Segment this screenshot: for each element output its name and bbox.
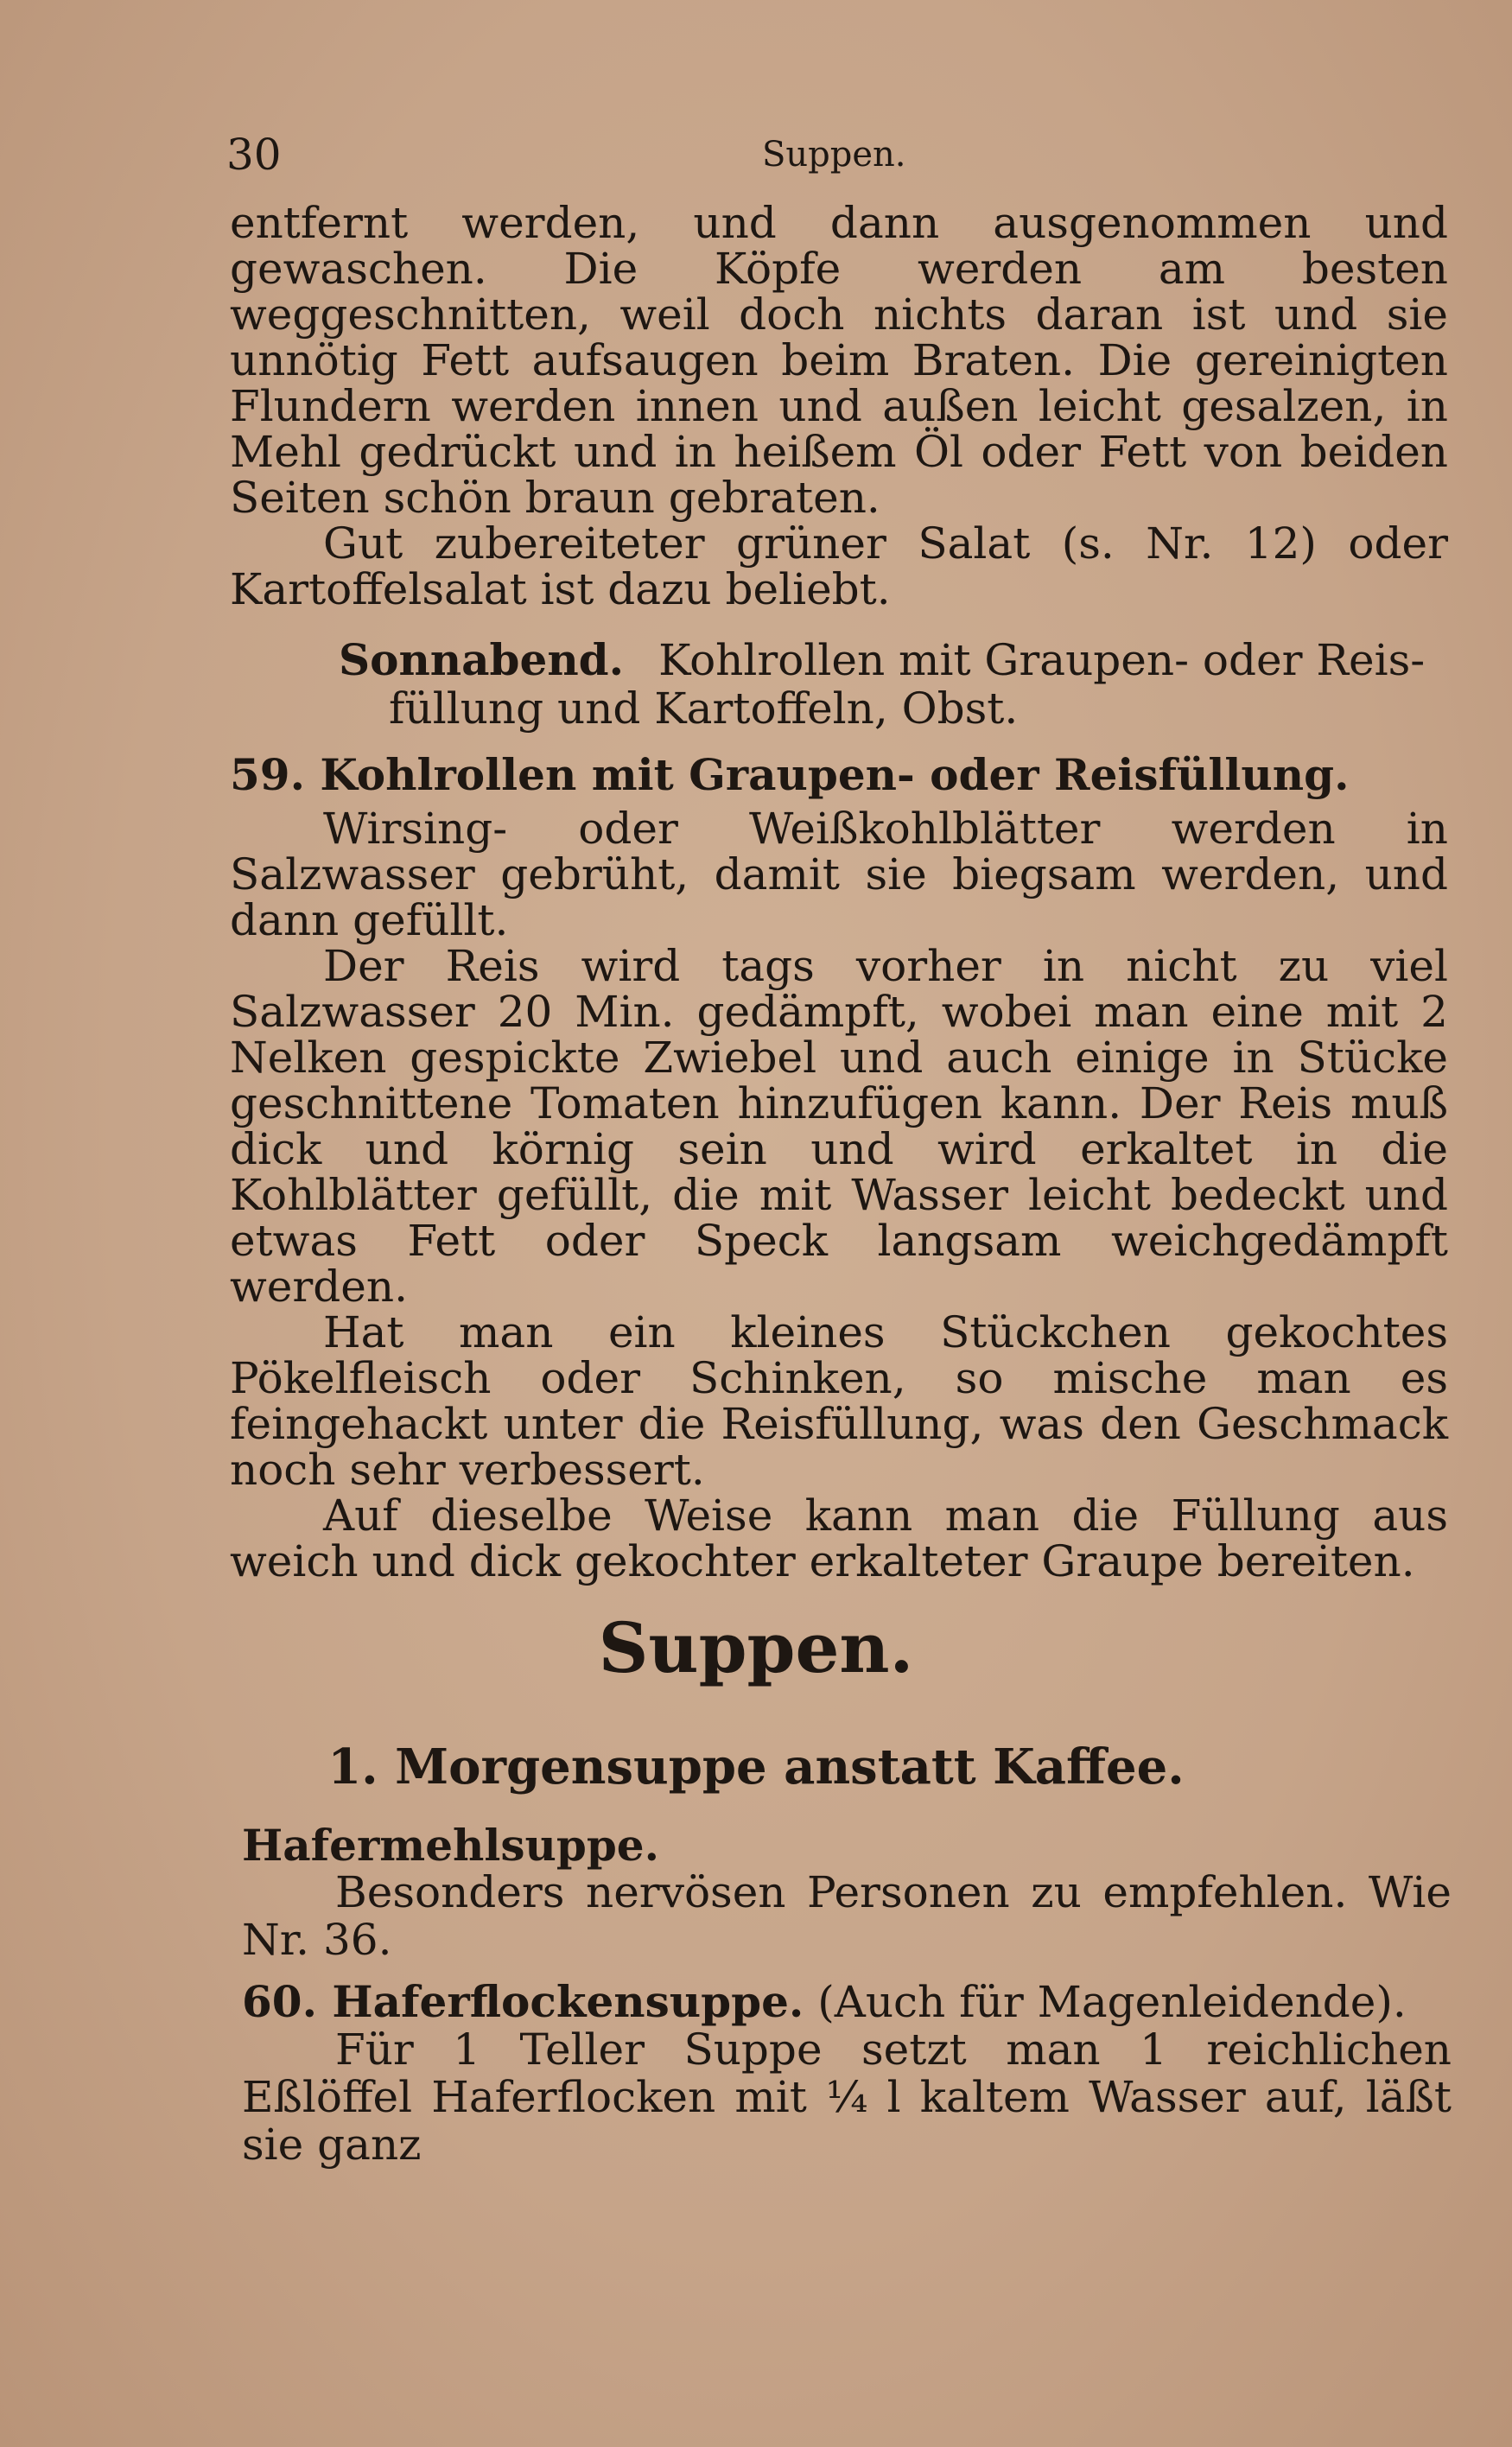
recipe-paragraph: Besonders nervösen Personen zu empfehlen. Wie Nr. 36.: [242, 1867, 1452, 1965]
recipe-heading-line: [242, 1978, 1452, 2026]
day-menu-entry: [339, 636, 1453, 733]
recipe-title: 60. Haferflockensuppe.: [242, 1976, 804, 2027]
section-title: Suppen.: [598, 1607, 914, 1688]
page-number: 30: [226, 130, 282, 180]
recipe-paragraph: Hat man ein kleines Stückchen gekochtes Pökelfleisch oder Schinken, so mische man es feingehackt unter die Reisfüllung, was den Geschmack noch sehr verbessert.: [230, 1307, 1448, 1495]
recipe-paragraph: Für 1 Teller Suppe setzt man 1 reichlichen Eßlöffel Haferflocken mit ¼ l kaltem Wasser auf, läßt sie ganz: [242, 2024, 1452, 2170]
recipe-title: Hafermehlsuppe.: [242, 1820, 660, 1871]
day-menu-line: füllung und Kartoffeln, Obst.: [389, 683, 1019, 734]
running-head: Suppen.: [762, 135, 906, 175]
recipe-paragraph: Wirsing- oder Weißkohlblätter werden in Salzwasser gebrüht, damit sie biegsam werden, und dann gefüllt.: [230, 804, 1448, 945]
section-subheading: 1. Morgensuppe anstatt Kaffee.: [327, 1738, 1185, 1796]
recipe-note: (Auch für Magenleidende).: [817, 1977, 1407, 2027]
day-menu-text: Kohlrollen mit Graupen- oder Reis-: [658, 635, 1426, 685]
intro-paragraph: entfernt werden, und dann ausgenommen und gewaschen. Die Köpfe werden am besten weggeschnitten, weil doch nichts daran ist und sie unnötig Fett aufsaugen beim Braten. Die gereinigten Flundern werden innen und außen leicht gesalzen, in Mehl gedrückt und in heißem Öl oder Fett von beiden Seiten schön braun gebraten.: [230, 198, 1448, 523]
recipe-paragraph: Der Reis wird tags vorher in nicht zu viel Salzwasser 20 Min. gedämpft, wobei man eine mit 2 Nelken gespickte Zwiebel und auch einige in Stücke geschnittene Tomaten hinzufügen kann. Der Reis muß dick und körnig sein und wird erkaltet in die Kohlblätter gefüllt, die mit Wasser leicht bedeckt und etwas Fett oder Speck langsam weichgedämpft werden.: [230, 941, 1448, 1312]
day-menu-line: [339, 636, 1453, 684]
intro-paragraph: Gut zubereiteter grüner Salat (s. Nr. 12) oder Kartoffelsalat ist dazu beliebt.: [230, 518, 1448, 614]
day-label: Sonnabend.: [339, 634, 625, 685]
recipe-59: [230, 749, 1448, 1586]
recipe-title: 59. Kohlrollen mit Graupen- oder Reisfüllung.: [230, 749, 1350, 800]
page-header: [226, 130, 1450, 190]
soup-recipes: [242, 1821, 1452, 2169]
intro-text: [230, 200, 1448, 613]
recipe-paragraph: Auf dieselbe Weise kann man die Füllung aus weich und dick gekochter erkalteter Graupe bereiten.: [230, 1490, 1448, 1586]
